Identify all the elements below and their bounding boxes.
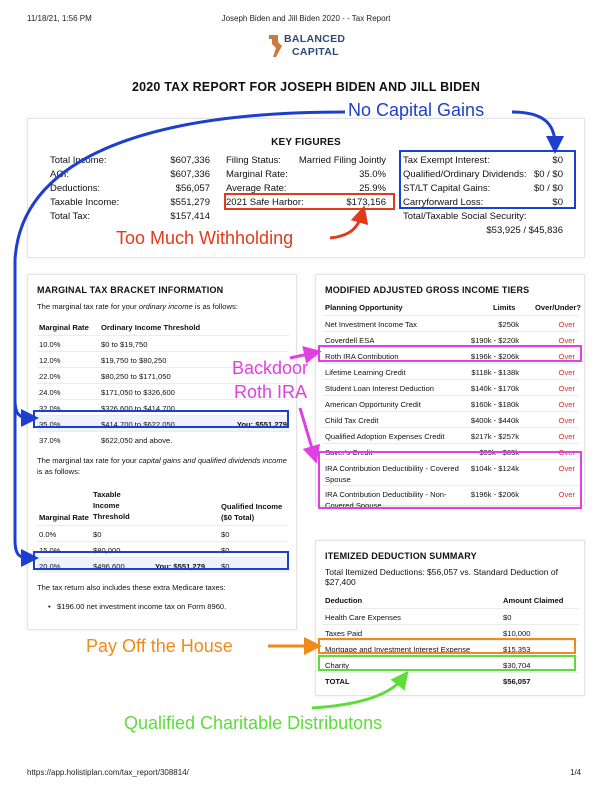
table-row-total: TOTAL $56,057 [323, 672, 579, 688]
kf-label: Deductions: [50, 183, 101, 194]
arrow-magenta-down [300, 408, 314, 455]
kf-value: Married Filing Jointly [298, 155, 386, 166]
table-row: Health Care Expenses $0 [323, 608, 579, 624]
arrow-green [312, 678, 403, 708]
kf-label: Total Tax: [50, 211, 90, 222]
itemized-summary: Total Itemized Deductions: $56,057 vs. Standard Deduction of $27,400 [325, 567, 558, 587]
kf-value: 35.0% [359, 169, 386, 180]
medicare-intro: The tax return also includes these extra Medicare taxes: [37, 583, 226, 592]
table-row: Child Tax Credit $400k - $440k Over [323, 411, 579, 427]
annotation-no-capital-gains: No Capital Gains [348, 100, 485, 120]
kf-label: Qualified/Ordinary Dividends: [403, 169, 527, 180]
logo-line2: CAPITAL [292, 46, 339, 58]
table-row-current: 35.0% $414,700 to $622,050 You: $551,279 [37, 415, 289, 431]
report-title: 2020 TAX REPORT FOR JOSEPH BIDEN AND JILL BIDEN [131, 80, 481, 94]
table-row: Saver's Credit $39k - $65k Over [323, 443, 579, 459]
arrow-red [330, 214, 362, 238]
table-row: Coverdell ESA $190k - $220k Over [323, 331, 579, 347]
table-row: 37.0% $622,050 and above. [37, 431, 289, 447]
kf-value: $551,279 [170, 197, 210, 208]
table-header: Planning Opportunity Limits Over/Under? [325, 303, 581, 312]
table-row: Qualified Adoption Expenses Credit $217k - $257k Over [323, 427, 579, 443]
logo-line1: BALANCED [284, 33, 346, 45]
table-row: 24.0% $171,050 to $326,600 [37, 383, 289, 399]
table-row: Charity $30,704 [323, 656, 579, 672]
arrow-blue-right [512, 112, 555, 145]
table-row: American Opportunity Credit $160k - $180k Over [323, 395, 579, 411]
social-security-label: Total/Taxable Social Security: [403, 211, 527, 222]
medicare-item: • $196.00 net investment income tax on Form 8960. [48, 602, 227, 611]
kf-label: Marginal Rate: [226, 169, 288, 180]
magi-title: MODIFIED ADJUSTED GROSS INCOME TIERS [325, 285, 530, 295]
marginal-intro: The marginal tax rate for your ordinary income is as follows: [37, 302, 238, 311]
kf-label: Total Income: [50, 155, 107, 166]
annotation-too-much-withholding: Too Much Withholding [116, 228, 294, 248]
kf-value: $607,336 [170, 155, 210, 166]
kf-label: 2021 Safe Harbor: [226, 197, 304, 208]
kf-value: $607,336 [170, 169, 210, 180]
table-row: 10.0% $0 to $19,750 [37, 335, 289, 351]
kf-value: $173,156 [346, 197, 386, 208]
key-figures-title: KEY FIGURES [271, 137, 341, 148]
kf-value: $0 / $0 [533, 169, 563, 180]
annotation-backdoor-roth-line2: Roth IRA [234, 382, 308, 402]
table-row: Lifetime Learning Credit $118k - $138k Over [323, 363, 579, 379]
kf-label: Filing Status: [226, 155, 281, 166]
table-row: IRA Contribution Deductibility - Non-Covered Spouse $196k - $206k Over [323, 485, 579, 511]
table-row: 15.0% $80,000 $0 [37, 541, 289, 557]
table-row: Roth IRA Contribution $196k - $206k Over [323, 347, 579, 363]
cg-intro: The marginal tax rate for your capital gains and qualified dividends income is as follows: [37, 456, 287, 476]
table-row-current: 20.0% $496,600 You: $551,279 $0 [37, 557, 289, 573]
annotation-pay-off-house: Pay Off the House [86, 636, 233, 656]
annotation-backdoor-roth-line1: Backdoor [232, 358, 309, 378]
table-row: Mortgage and Investment Interest Expense $15,353 [323, 640, 579, 656]
table-header: Deduction Amount Claimed [325, 596, 564, 605]
arrow-blue-left-long [15, 112, 345, 558]
social-security-value: $53,925 / $45,836 [486, 225, 563, 236]
kf-label: Tax Exempt Interest: [403, 155, 490, 166]
print-datetime: 11/18/21, 1:56 PM [27, 14, 92, 23]
table-row: Student Loan Interest Deduction $140k - $170k Over [323, 379, 579, 395]
kf-value: $0 [552, 155, 563, 166]
kf-label: Carryforward Loss: [403, 197, 484, 208]
print-doc-title: Joseph Biden and Jill Biden 2020 - - Tax Report [221, 14, 391, 23]
table-row: Net Investment Income Tax $250k Over [323, 315, 579, 331]
table-row: 32.0% $326,600 to $414,700 [37, 399, 289, 415]
table-header: Marginal Rate Taxable Income Threshold Qualified Income ($0 Total) [39, 490, 283, 522]
marginal-title: MARGINAL TAX BRACKET INFORMATION [37, 285, 224, 295]
table-header: Marginal Rate Ordinary Income Threshold [39, 323, 201, 332]
itemized-title: ITEMIZED DEDUCTION SUMMARY [325, 551, 477, 561]
kf-label: Average Rate: [226, 183, 287, 194]
footer-url: https://app.holistiplan.com/tax_report/308814/ [27, 768, 189, 777]
kf-value: $0 / $0 [533, 183, 563, 194]
table-row: Taxes Paid $10,000 [323, 624, 579, 640]
kf-label: AGI: [50, 169, 70, 180]
table-row: 22.0% $80,250 to $171,050 [37, 367, 289, 383]
kf-label: ST/LT Capital Gains: [403, 183, 491, 194]
arrow-blue-left-short [15, 400, 30, 418]
kf-value: $56,057 [175, 183, 210, 194]
table-row: 0.0% $0 $0 [37, 525, 289, 541]
annotation-qcd: Qualified Charitable Distributons [124, 713, 383, 733]
kf-value: $157,414 [170, 211, 210, 222]
table-row: IRA Contribution Deductibility - Covered Spouse $104k - $124k Over [323, 459, 579, 485]
table-row: 12.0% $19,750 to $80,250 [37, 351, 289, 367]
kf-value: $0 [552, 197, 563, 208]
kf-label: Taxable Income: [50, 197, 120, 208]
kf-value: 25.9% [359, 183, 386, 194]
footer-page-number: 1/4 [570, 768, 582, 777]
